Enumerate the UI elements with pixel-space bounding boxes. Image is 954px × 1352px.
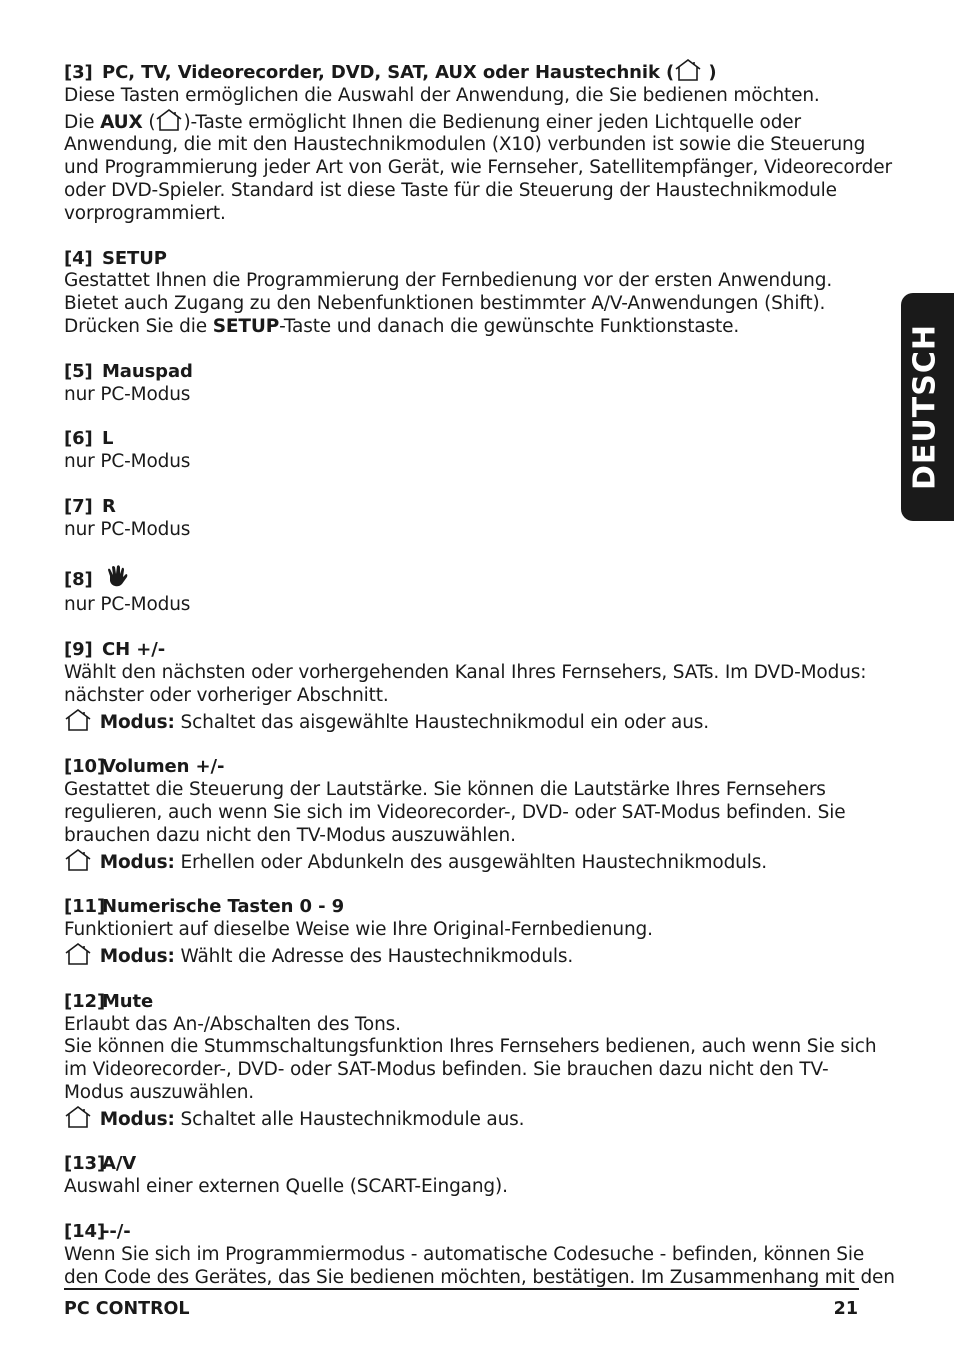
language-label: DEUTSCH bbox=[907, 324, 943, 490]
section-number: [7] bbox=[64, 495, 93, 517]
body-line: Gestattet die Steuerung der Lautstärke. Sie können die Lautstärke Ihres Fernsehers bbox=[64, 779, 826, 801]
body-line: nur PC-Modus bbox=[64, 451, 191, 473]
body-line: Diese Tasten ermöglichen die Auswahl der Anwendung, die Sie bedienen möchten. bbox=[64, 84, 820, 106]
section-number: [12] bbox=[64, 990, 106, 1012]
house-icon bbox=[64, 1105, 94, 1129]
body-line: und Programmierung jeder Art von Gerät, wie Fernseher, Satellitempfänger, Videorecorder bbox=[64, 157, 892, 179]
section-number: [6] bbox=[64, 428, 93, 450]
section-7 bbox=[64, 496, 864, 542]
body-line: Wählt den nächsten oder vorhergehenden Kanal Ihres Fernsehers, SATs. Im DVD-Modus: bbox=[64, 661, 867, 683]
hand-icon bbox=[104, 564, 130, 595]
section-title: Mauspad bbox=[102, 360, 193, 382]
section-title: A/V bbox=[102, 1153, 137, 1175]
section-heading bbox=[64, 361, 864, 384]
section-title: PC, TV, Videorecorder, DVD, SAT, AUX oder Haustechnik ( bbox=[102, 62, 675, 83]
text-span: Drücken Sie die bbox=[64, 315, 213, 337]
body-line: Bietet auch Zugang zu den Nebenfunktionen bestimmter A/V-Anwendungen (Shift). bbox=[64, 293, 826, 315]
mode-label: Modus: bbox=[99, 945, 175, 967]
body-line: Sie können die Stummschaltungsfunktion Ihres Fernsehers bedienen, auch wenn Sie sich bbox=[64, 1036, 877, 1058]
page-number: 21 bbox=[833, 1299, 858, 1319]
section-10 bbox=[64, 756, 864, 874]
body-line: Gestattet Ihnen die Programmierung der Fernbedienung vor der ersten Anwendung. bbox=[64, 270, 833, 292]
page-content bbox=[64, 58, 895, 1311]
mode-text: Wählt die Adresse des Haustechnikmoduls. bbox=[174, 945, 574, 967]
section-number: [10] bbox=[64, 756, 106, 778]
section-heading bbox=[64, 248, 864, 271]
section-title: Mute bbox=[102, 990, 154, 1012]
section-title: R bbox=[102, 495, 116, 517]
mode-label: Modus: bbox=[99, 711, 175, 733]
body-line: Anwendung, die mit den Haustechnikmodulen (X10) verbunden ist sowie die Steuerung bbox=[64, 134, 866, 156]
house-icon bbox=[674, 58, 702, 82]
section-11 bbox=[64, 896, 864, 968]
mode-line bbox=[64, 708, 864, 735]
section-9 bbox=[64, 639, 867, 734]
mode-label: Modus: bbox=[99, 851, 175, 873]
setup-label: SETUP bbox=[212, 315, 280, 337]
text-span: )-Taste ermöglicht Ihnen die Bedienung einer jeden Lichtquelle oder bbox=[183, 111, 801, 133]
house-icon bbox=[64, 942, 94, 966]
section-heading bbox=[64, 496, 864, 519]
section-title-end: ) bbox=[708, 62, 717, 83]
section-title: L bbox=[102, 428, 114, 450]
house-icon bbox=[64, 708, 94, 732]
mode-line bbox=[64, 1105, 864, 1132]
body-line: regulieren, auch wenn Sie sich im Videorecorder-, DVD- oder SAT-Modus befinden. Sie bbox=[64, 801, 846, 823]
body-line: nur PC-Modus bbox=[64, 518, 191, 540]
section-number: [13] bbox=[64, 1153, 106, 1175]
section-heading bbox=[64, 564, 864, 595]
body-line: im Videorecorder-, DVD- oder SAT-Modus befinden. Sie brauchen dazu nicht den TV- bbox=[64, 1059, 829, 1081]
section-title: SETUP bbox=[102, 247, 167, 269]
text-span: Die bbox=[64, 111, 101, 133]
section-14 bbox=[64, 1221, 895, 1289]
mode-text: Schaltet alle Haustechnikmodule aus. bbox=[174, 1108, 525, 1130]
aux-label: AUX bbox=[100, 111, 143, 133]
section-number: [8] bbox=[64, 568, 93, 590]
section-6 bbox=[64, 428, 864, 474]
section-number: [4] bbox=[64, 247, 93, 269]
text-span: ( bbox=[142, 111, 156, 133]
footer-title: PC CONTROL bbox=[64, 1299, 190, 1319]
section-title: Volumen +/- bbox=[102, 756, 225, 778]
body-line bbox=[64, 316, 864, 339]
house-icon bbox=[64, 848, 94, 872]
body-line: Erlaubt das An-/Abschalten des Tons. bbox=[64, 1013, 401, 1035]
section-heading bbox=[64, 58, 864, 85]
section-title: CH +/- bbox=[102, 639, 166, 661]
section-5 bbox=[64, 361, 864, 407]
mode-text: Erhellen oder Abdunkeln des ausgewählten Haustechnikmoduls. bbox=[174, 851, 767, 873]
section-number: [5] bbox=[64, 360, 93, 382]
section-number: [9] bbox=[64, 639, 93, 661]
section-12 bbox=[64, 990, 877, 1132]
section-13 bbox=[64, 1153, 864, 1199]
body-line: den Code des Gerätes, das Sie bedienen möchten, bestätigen. Im Zusammenhang mit den bbox=[64, 1266, 895, 1288]
body-line: Modus auszuwählen. bbox=[64, 1081, 255, 1103]
footer-divider bbox=[64, 1288, 859, 1290]
body-line: Auswahl einer externen Quelle (SCART-Eingang). bbox=[64, 1176, 508, 1198]
section-3 bbox=[64, 58, 892, 226]
section-heading bbox=[64, 896, 864, 919]
section-title: --/- bbox=[102, 1221, 131, 1243]
body-line bbox=[64, 108, 864, 135]
mode-text: Schaltet das aisgewählte Haustechnikmodul ein oder aus. bbox=[174, 711, 710, 733]
body-line: Funktioniert auf dieselbe Weise wie Ihre Original-Fernbedienung. bbox=[64, 919, 653, 941]
section-number: [11] bbox=[64, 896, 106, 918]
body-line: Wenn Sie sich im Programmiermodus - automatische Codesuche - befinden, können Sie bbox=[64, 1243, 865, 1265]
section-4 bbox=[64, 248, 864, 339]
house-icon bbox=[155, 108, 183, 132]
mode-line bbox=[64, 942, 864, 969]
section-heading bbox=[64, 639, 864, 662]
language-side-tab bbox=[901, 293, 954, 521]
section-number: [3] bbox=[64, 62, 93, 83]
text-span: -Taste und danach die gewünschte Funktionstaste. bbox=[279, 315, 740, 337]
body-line: nächster oder vorheriger Abschnitt. bbox=[64, 684, 389, 706]
body-line: oder DVD-Spieler. Standard ist diese Taste für die Steuerung der Haustechnikmodule bbox=[64, 179, 837, 201]
body-line: nur PC-Modus bbox=[64, 594, 191, 616]
section-heading bbox=[64, 1221, 864, 1244]
section-title: Numerische Tasten 0 - 9 bbox=[102, 896, 345, 918]
mode-label: Modus: bbox=[99, 1108, 175, 1130]
section-heading bbox=[64, 1153, 864, 1176]
section-8 bbox=[64, 564, 864, 618]
body-line: brauchen dazu nicht den TV-Modus auszuwählen. bbox=[64, 824, 516, 846]
body-line: vorprogrammiert. bbox=[64, 202, 226, 224]
mode-line bbox=[64, 848, 864, 875]
section-heading bbox=[64, 991, 864, 1014]
section-heading bbox=[64, 428, 864, 451]
section-heading bbox=[64, 756, 864, 779]
section-number: [14] bbox=[64, 1221, 106, 1243]
body-line: nur PC-Modus bbox=[64, 383, 191, 405]
